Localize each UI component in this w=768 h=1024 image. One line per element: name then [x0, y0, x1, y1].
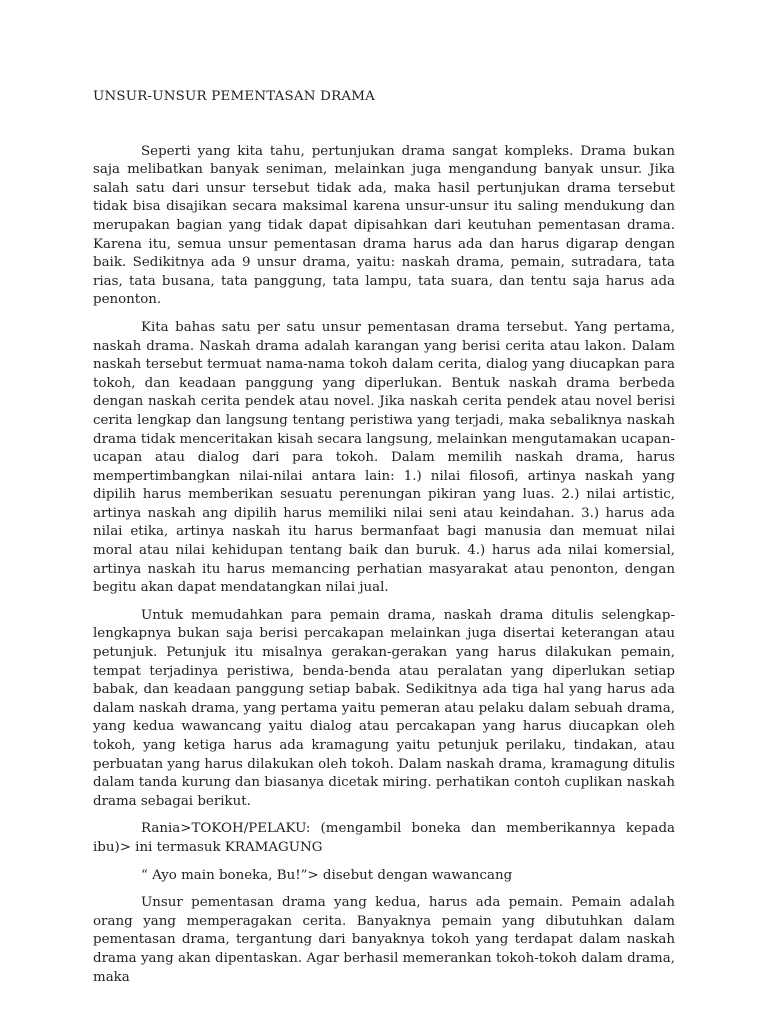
- paragraph-petunjuk: Untuk memudahkan para pemain drama, naskah drama ditulis selengkap-lengkapnya bukan saja berisi percakapan melainkan juga disertai keterangan atau petunjuk. Petunjuk itu misalnya gerakan-gerakan yang harus dilakukan pemain, tempat terjadinya peristiwa, benda-benda atau peralatan yang diperlukan setiap babak, dan keadaan panggung setiap babak. Sedikitnya ada tiga hal yang harus ada dalam naskah drama, yang pertama yaitu pemeran atau pelaku dalam sebuah drama, yang kedua wawancang yaitu dialog atau percakapan yang harus diucapkan oleh tokoh, yang ketiga harus ada kramagung yaitu petunjuk perilaku, tindakan, atau perbuatan yang harus dilakukan oleh tokoh. Dalam naskah drama, kramagung ditulis dalam tanda kurung dan biasanya dicetak miring. perhatikan contoh cuplikan naskah drama sebagai berikut.: [93, 607, 675, 809]
- paragraph-example-wawancang: “ Ayo main boneka, Bu!”> disebut dengan wawancang: [141, 867, 513, 883]
- paragraph-intro: Seperti yang kita tahu, pertunjukan drama sangat kompleks. Drama bukan saja melibatkan banyak seniman, melainkan juga mengandung banyak unsur. Jika salah satu dari unsur tersebut tidak ada, maka hasil pertunjukan drama tersebut tidak bisa disajikan secara maksimal karena unsur-unsur itu saling mendukung dan merupakan bagian yang tidak dapat dipisahkan dari keutuhan pementasan drama. Karena itu, semua unsur pementasan drama harus ada dan harus digarap dengan baik. Sedikitnya ada 9 unsur drama, yaitu: naskah drama, pemain, sutradara, tata rias, tata busana, tata panggung, tata lampu, tata suara, dan tentu saja harus ada penonton.: [93, 143, 675, 308]
- document-title: UNSUR-UNSUR PEMENTASAN DRAMA: [93, 89, 376, 104]
- paragraph-pemain: Unsur pementasan drama yang kedua, harus ada pemain. Pemain adalah orang yang memperagakan cerita. Banyaknya pemain yang dibutuhkan dalam pementasan drama, tergantung dari banyaknya tokoh yang terdapat dalam naskah drama yang akan dipentaskan. Agar berhasil memerankan tokoh-tokoh dalam drama, maka: [93, 895, 675, 985]
- paragraph-naskah-drama: Kita bahas satu per satu unsur pementasan drama tersebut. Yang pertama, naskah drama. Naskah drama adalah karangan yang berisi cerita atau lakon. Dalam naskah tersebut termuat nama-nama tokoh dalam cerita, dialog yang diucapkan para tokoh, dan keadaan panggung yang diperlukan. Bentuk naskah drama berbeda dengan naskah cerita pendek atau novel. Jika naskah cerita pendek atau novel berisi cerita lengkap dan langsung tentang peristiwa yang terjadi, maka sebaliknya naskah drama tidak menceritakan kisah secara langsung, melainkan mengutamakan ucapan-ucapan atau dialog dari para tokoh. Dalam memilih naskah drama, harus mempertimbangkan nilai-nilai antara lain: 1.) nilai filosofi, artinya naskah yang dipilih harus memberikan sesuatu perenungan pikiran yang luas. 2.) nilai artistic, artinya naskah ang dipilih harus memiliki nilai seni atau keindahan. 3.) harus ada nilai etika, artinya naskah itu harus bermanfaat bagi manusia dan memuat nilai moral atau nilai kehidupan tentang baik dan buruk. 4.) harus ada nilai komersial, artinya naskah itu harus memancing perhatian masyarakat atau penonton, dengan begitu akan dapat mendatangkan nilai jual.: [93, 319, 675, 596]
- document-page: [93, 88, 675, 996]
- paragraph-example-kramagung: Rania>TOKOH/PELAKU: (mengambil boneka dan memberikannya kepada ibu)> ini termasuk KRAMAGUNG: [93, 821, 675, 855]
